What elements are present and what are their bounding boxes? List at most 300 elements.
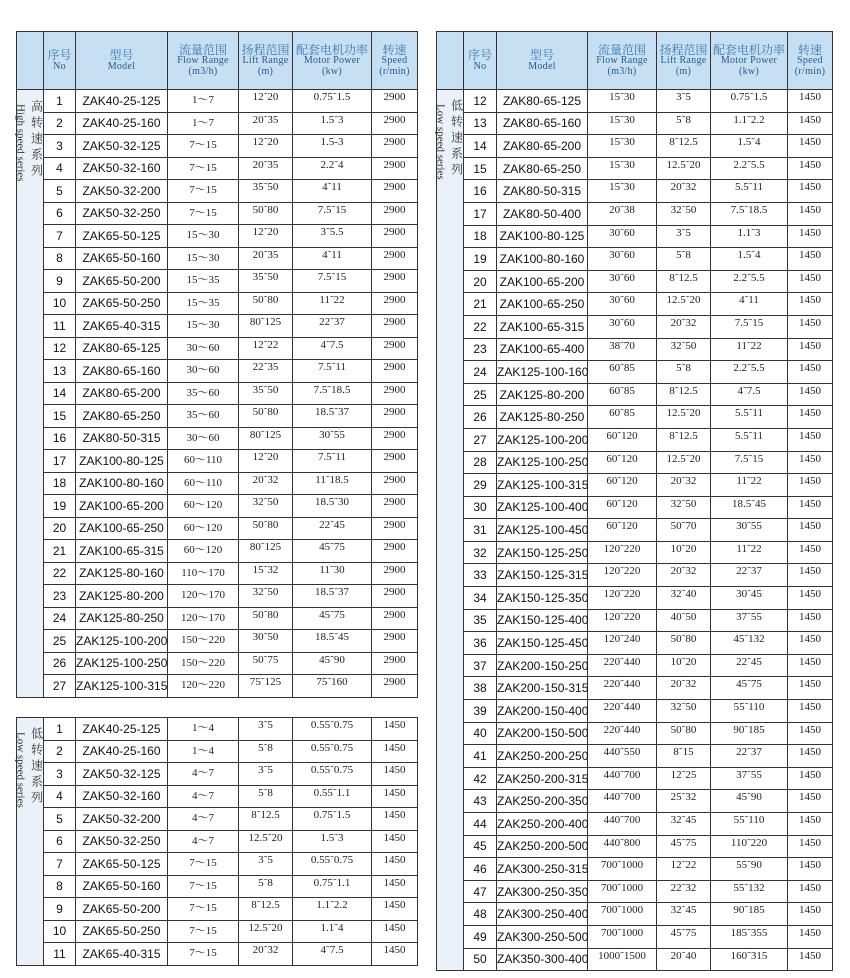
motor-power-cell-text: 5.5˜11 [734,429,763,442]
flow-range-cell [168,763,239,786]
motor-power-cell [711,180,788,203]
motor-power-cell [711,202,788,225]
row-number: 20 [464,270,497,293]
table-row [437,564,833,587]
lift-range-cell-text: 12˜25 [670,768,697,781]
row-number: 7 [44,853,76,876]
model-cell: ZAK100-65-200 [497,270,588,293]
model-cell: ZAK100-80-160 [497,248,588,271]
lift-range-cell [239,360,293,383]
row-number: 16 [44,427,76,450]
lift-range-cell-text: 22˜35 [252,361,279,373]
flow-range-cell-text: 30～60 [186,364,220,376]
speed-cell-text: 2900 [383,158,406,171]
speed-cell-text: 1450 [799,881,821,894]
speed-cell-text: 1450 [799,565,821,578]
model-cell: ZAK65-50-250 [76,292,168,315]
flow-range-cell [588,654,657,677]
speed-cell-text: 1450 [383,719,406,731]
speed-cell-text: 1450 [799,203,821,216]
model-cell: ZAK100-65-200 [76,495,168,518]
model-cell: ZAK65-50-250 [76,920,168,943]
flow-range-cell [168,898,239,921]
flow-range-cell-text: 1～7 [192,116,214,129]
table-row [17,337,418,360]
table-row [437,880,833,903]
speed-cell [372,427,418,450]
row-number: 29 [464,474,497,497]
model-cell: ZAK80-65-250 [497,157,588,180]
row-number: 24 [44,607,76,630]
table-row [437,677,833,700]
speed-header: 转速 Speed (r/min) [372,32,418,90]
lift-range-cell [239,135,293,158]
motor-power-cell-text: 22˜37 [319,316,345,328]
flow-range-cell-text: 7～15 [189,161,217,174]
lift-range-cell-text: 8˜12.5 [669,384,698,397]
flow-range-cell [588,880,657,903]
lift-range-cell-text: 10˜20 [670,655,697,668]
model-cell: ZAK40-25-125 [76,718,168,741]
speed-cell-text: 2900 [383,451,406,463]
model-cell: ZAK200-150-500 [497,722,588,745]
motor-power-cell-text: 1.1˜2.2 [733,113,765,126]
model-cell: ZAK125-80-160 [76,562,168,585]
motor-power-cell [711,564,788,587]
lift-range-cell-text: 20˜32 [670,475,697,488]
flow-range-cell [588,722,657,745]
motor-power-cell [293,630,372,653]
motor-power-cell-text: 0.75˜1.5 [730,91,768,103]
lift-range-cell [657,767,711,790]
lift-range-cell-text: 12˜20 [252,136,279,148]
table-row [437,157,833,180]
speed-cell [372,315,418,338]
row-number: 21 [44,540,76,563]
flow-range-cell-text: 7～15 [189,924,217,937]
flow-range-cell-text: 60～110 [183,454,223,466]
flow-range-cell-text: 220˜440 [603,678,641,691]
row-number: 22 [44,562,76,585]
lift-range-cell-text: 20˜32 [252,473,279,486]
motor-power-cell-text: 18.5˜45 [315,631,349,643]
lift-range-cell-text: 25˜32 [670,791,697,804]
model-cell: ZAK300-250-315 [497,858,588,881]
motor-power-cell [711,677,788,700]
speed-cell [372,740,418,763]
motor-power-cell-text: 22˜37 [736,565,762,578]
speed-cell-text: 2900 [383,271,406,283]
motor-power-cell [711,587,788,610]
series-header-cell [17,32,44,90]
lift-range-cell [239,495,293,518]
motor-power-cell-text: 2.2˜5.5 [733,271,765,284]
motor-power-cell-text: 0.55˜0.75 [310,854,354,866]
motor-power-cell-text: 5.5˜11 [734,181,763,194]
motor-power-cell [293,540,372,563]
motor-power-cell-text: 7.5˜11 [317,451,346,463]
flow-range-cell [168,90,239,113]
lift-range-cell-text: 12˜20 [252,451,279,463]
model-cell: ZAK50-32-250 [76,202,168,225]
speed-cell-text: 1450 [799,294,821,307]
series-label-zh: 低转速系列 [29,726,44,807]
speed-cell-text: 2900 [383,406,406,418]
flow-range-cell [168,135,239,158]
motor-power-cell-text: 7.5˜18.5 [313,383,351,396]
speed-header: 转速 Speed (r/min) [788,32,833,90]
table-row [17,157,418,180]
flow-range-cell-text: 60˜85 [609,384,635,397]
motor-power-cell [711,790,788,813]
flow-range-cell-text: 7～15 [189,879,217,892]
flow-range-cell [588,541,657,564]
flow-range-cell-text: 60～120 [183,499,223,511]
speed-cell-text: 1450 [383,876,406,889]
flow-range-cell [588,745,657,768]
lift-range-cell-text: 50˜80 [252,518,279,531]
motor-power-cell-text: 0.55˜0.75 [310,741,354,754]
speed-cell-text: 2900 [383,473,406,486]
table-row [437,700,833,723]
speed-cell [372,830,418,853]
lift-range-cell [239,450,293,473]
table-row [17,360,418,383]
table-row [437,519,833,542]
row-number: 26 [44,652,76,675]
flow-range-cell [168,382,239,405]
speed-cell-text: 1450 [799,746,821,759]
flow-range-cell-text: 15～30 [186,251,220,264]
flow-range-cell-text: 15～35 [186,274,220,286]
row-number: 36 [464,632,497,655]
speed-cell [372,540,418,563]
motor-power-cell-text: 1.1˜4 [320,921,344,934]
flow-range-cell-text: 120˜220 [603,565,641,578]
flow-range-cell [168,808,239,831]
lift-range-cell [657,903,711,926]
motor-power-cell [293,718,372,741]
flow-header: 流量范围 Flow Range (m3/h) [168,32,239,90]
speed-cell [788,813,833,836]
model-cell: ZAK250-200-500 [497,835,588,858]
row-number: 27 [44,675,76,698]
flow-range-cell [168,270,239,293]
speed-cell [372,898,418,921]
model-cell: ZAK80-65-125 [76,337,168,360]
table-row [437,293,833,316]
lift-range-cell [657,315,711,338]
model-cell: ZAK250-200-350 [497,790,588,813]
speed-cell [372,360,418,383]
table-row [17,562,418,585]
table-row [437,90,833,113]
speed-cell [788,157,833,180]
series-label-cell [14,90,44,698]
lift-range-cell [239,898,293,921]
table-row [17,853,418,876]
motor-power-cell-text: 1.5˜4 [737,249,761,262]
flow-range-cell [588,315,657,338]
table-row [437,790,833,813]
flow-range-cell-text: 30˜60 [609,271,635,284]
flow-range-cell-text: 38˜70 [609,339,635,352]
model-cell: ZAK80-65-200 [76,382,168,405]
table-row [17,225,418,248]
row-number: 14 [44,382,76,405]
lift-range-cell-text: 20˜32 [670,678,697,691]
flow-range-cell-text: 7～15 [189,857,217,869]
flow-range-cell [588,474,657,497]
model-cell: ZAK125-100-200 [76,630,168,653]
row-number: 1 [44,718,76,741]
lift-range-cell [239,830,293,853]
flow-range-cell-text: 4～7 [192,789,214,802]
motor-power-cell-text: 22˜37 [736,746,762,759]
lift-range-cell [657,135,711,158]
flow-range-cell-text: 440˜800 [603,836,641,849]
lift-range-cell [657,722,711,745]
speed-cell-text: 1450 [799,226,821,239]
speed-cell-text: 2900 [383,586,406,598]
lift-range-cell-text: 32˜45 [670,814,697,826]
model-cell: ZAK80-65-200 [497,135,588,158]
motor-power-cell-text: 7.5˜18.5 [730,203,768,216]
motor-power-cell [711,112,788,135]
motor-power-cell-text: 75˜160 [316,676,348,688]
lift-range-cell-text: 32˜40 [670,588,697,601]
model-header: 型号 Model [76,32,168,90]
speed-cell [788,745,833,768]
speed-cell [788,925,833,948]
table-row [437,248,833,271]
flow-range-cell-text: 15～30 [186,229,220,241]
speed-cell-text: 2900 [383,518,406,531]
model-cell: ZAK150-125-315 [497,564,588,587]
motor-power-cell-text: 11˜22 [319,293,345,306]
lift-range-cell [657,90,711,113]
lift-range-cell [657,361,711,384]
motor-power-cell-text: 160˜315 [730,949,768,962]
model-cell: ZAK65-40-315 [76,943,168,966]
row-number: 32 [464,541,497,564]
table-row [17,405,418,428]
motor-power-cell [711,925,788,948]
no-header: 序号 No [464,32,497,90]
row-number: 49 [464,925,497,948]
table-row [17,898,418,921]
motor-power-cell [711,880,788,903]
row-number: 19 [464,248,497,271]
lift-range-cell-text: 50˜80 [252,406,279,418]
lift-range-cell-text: 8˜12.5 [251,809,280,821]
model-cell: ZAK80-50-400 [497,202,588,225]
motor-power-cell [711,519,788,542]
flow-range-cell [588,383,657,406]
speed-cell [788,519,833,542]
lift-range-cell [657,609,711,632]
row-number: 50 [464,948,497,971]
motor-power-cell [293,785,372,808]
motor-power-cell-text: 22˜45 [736,655,762,668]
row-number: 6 [44,830,76,853]
series-label-en: Low speed series [14,732,27,808]
speed-cell [788,858,833,881]
model-cell: ZAK125-100-450 [497,519,588,542]
speed-cell [372,562,418,585]
motor-power-cell [711,474,788,497]
speed-cell-text: 1450 [799,859,821,872]
model-cell: ZAK125-100-160 [497,361,588,384]
lift-range-cell-text: 50˜80 [252,293,279,306]
motor-power-cell-text: 3˜5.5 [320,226,344,238]
model-cell: ZAK100-80-125 [76,450,168,473]
lift-range-cell-text: 12.5˜20 [248,921,283,934]
model-cell: ZAK125-80-250 [76,607,168,630]
lift-range-cell-text: 75˜125 [249,676,282,688]
motor-power-cell-text: 55˜132 [733,881,765,894]
lift-range-cell-text: 32˜50 [670,339,697,352]
speed-cell-text: 1450 [799,542,821,555]
table-row [437,609,833,632]
speed-cell [788,654,833,677]
motor-power-cell [711,225,788,248]
lift-range-cell [239,740,293,763]
speed-cell-text: 1450 [799,362,821,375]
lift-range-cell-text: 8˜12.5 [669,271,698,284]
model-cell: ZAK100-65-250 [76,517,168,540]
motor-power-cell-text: 18.5˜37 [315,586,349,598]
lift-range-cell [239,562,293,585]
model-cell: ZAK50-32-160 [76,157,168,180]
flow-range-cell-text: 110～170 [181,566,225,579]
model-cell: ZAK40-25-160 [76,740,168,763]
speed-cell [788,315,833,338]
table-row [17,630,418,653]
flow-range-cell [168,472,239,495]
table-row [437,948,833,971]
model-cell: ZAK40-25-125 [76,90,168,113]
lift-header: 扬程范围 Lift Range (m) [239,32,293,90]
lift-range-cell-text: 12.5˜20 [666,407,701,420]
row-number: 11 [44,315,76,338]
row-number: 39 [464,700,497,723]
motor-power-cell [711,745,788,768]
motor-power-cell [293,225,372,248]
row-number: 5 [44,180,76,203]
series-label-en: Low speed series [434,104,447,180]
table-row [17,427,418,450]
speed-cell-text: 2900 [383,361,406,373]
motor-power-cell-text: 1.5˜3 [320,831,344,844]
lift-range-cell-text: 35˜50 [252,383,279,396]
speed-cell [788,406,833,429]
motor-power-cell-text: 4˜7.5 [737,384,761,397]
row-number: 8 [44,247,76,270]
lift-range-cell-text: 20˜32 [252,944,279,956]
model-cell: ZAK150-125-250 [497,541,588,564]
row-number: 9 [44,898,76,921]
flow-range-cell [168,292,239,315]
speed-cell [372,675,418,698]
motor-power-cell [711,835,788,858]
model-cell: ZAK65-40-315 [76,315,168,338]
motor-power-cell [293,135,372,158]
speed-cell-text: 1450 [383,831,406,844]
speed-cell [372,630,418,653]
speed-cell-text: 2900 [383,631,406,643]
table-row [17,585,418,608]
motor-power-cell-text: 37˜55 [736,610,762,623]
speed-cell-text: 1450 [799,91,821,103]
model-cell: ZAK250-200-250 [497,745,588,768]
flow-range-cell [588,700,657,723]
row-number: 46 [464,858,497,881]
flow-range-cell [168,202,239,225]
model-cell: ZAK300-250-500 [497,925,588,948]
model-cell: ZAK80-50-315 [497,180,588,203]
row-number: 18 [44,472,76,495]
table-row [437,654,833,677]
table-row [437,270,833,293]
table-row [17,315,418,338]
flow-range-cell [168,247,239,270]
lift-range-cell-text: 32˜45 [670,904,697,917]
motor-power-cell [711,700,788,723]
row-number: 4 [44,785,76,808]
model-cell: ZAK50-32-200 [76,808,168,831]
lift-range-cell-text: 35˜50 [252,181,279,193]
lift-range-cell-text: 12˜20 [252,91,279,103]
series-label-cell [14,718,44,966]
header-row [17,32,418,90]
lift-range-cell-text: 22˜32 [670,881,697,894]
speed-cell [372,90,418,113]
row-number: 26 [464,406,497,429]
lift-range-cell-text: 10˜20 [670,542,697,555]
table-row [17,920,418,943]
flow-range-cell [588,202,657,225]
model-cell: ZAK200-150-250 [497,654,588,677]
table-row [17,830,418,853]
flow-range-cell [168,562,239,585]
model-cell: ZAK50-32-250 [76,830,168,853]
lift-range-cell-text: 45˜75 [670,926,697,939]
power-header: 配套电机功率 Motor Power (kw) [711,32,788,90]
lift-range-cell-text: 50˜80 [252,203,279,216]
table-row [437,406,833,429]
flow-range-cell-text: 4～7 [192,767,214,779]
flow-range-cell-text: 440˜700 [603,814,641,826]
table-row [437,835,833,858]
lift-range-cell-text: 8˜15 [673,746,694,759]
row-number: 4 [44,157,76,180]
lift-range-cell [657,202,711,225]
flow-range-cell-text: 60˜120 [606,429,638,442]
flow-range-cell-text: 7～15 [189,184,217,196]
motor-power-cell [711,858,788,881]
flow-range-cell [168,585,239,608]
motor-power-cell [293,270,372,293]
lift-range-cell [657,383,711,406]
flow-range-cell-text: 440˜700 [603,791,641,804]
table-row [17,382,418,405]
speed-cell [788,451,833,474]
flow-range-cell-text: 15˜30 [609,136,635,149]
speed-cell-text: 1450 [383,899,406,911]
row-number: 33 [464,564,497,587]
flow-range-cell-text: 4～7 [192,834,214,847]
